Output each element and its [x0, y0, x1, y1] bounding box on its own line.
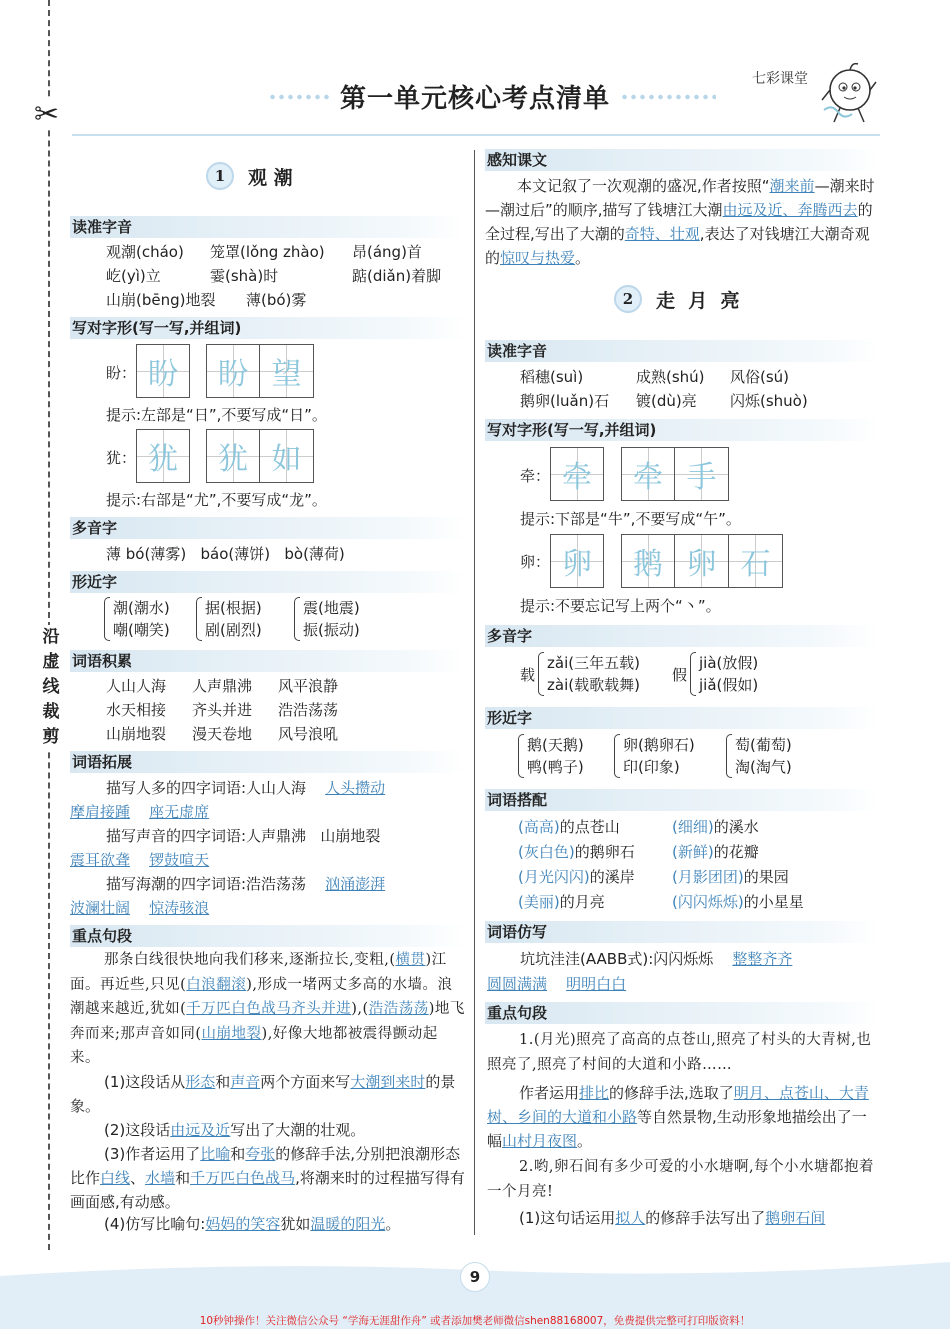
- lesson2-title: [614, 285, 739, 313]
- lesson1-name: 观 潮: [248, 166, 293, 189]
- char-box[interactable]: 如: [260, 429, 314, 483]
- poly-group-1: [538, 652, 640, 696]
- passage-answer: 横贯: [395, 952, 426, 968]
- q-answer: 排比: [579, 1084, 610, 1102]
- l1-poly-text: 薄 bó(薄雾) báo(薄饼) bò(薄荷): [106, 545, 345, 563]
- match-answer: (细细): [672, 818, 714, 836]
- perc-text: —潮来时—潮过后”的顺序,描写了钱塘江大潮: [485, 177, 875, 219]
- match-answer: (高高): [518, 818, 560, 836]
- sim-item: 嘲(嘲笑): [113, 621, 170, 639]
- sim-item: 鸭(鸭子): [527, 758, 584, 776]
- ext-text: 描写人多的四字词语:人山人海: [106, 779, 307, 797]
- char-box[interactable]: 望: [260, 344, 314, 398]
- q-text: 。: [577, 1132, 593, 1150]
- l2-sim-group-1: [518, 734, 584, 778]
- vocab-word: 浩浩荡荡: [278, 701, 339, 719]
- l2-imit-heading: 词语仿写: [485, 921, 880, 943]
- l2-pron: 镀(dù)亮: [636, 392, 697, 410]
- passage-text: (: [389, 952, 396, 968]
- l1-pron-6: 踮(diǎn)着脚: [352, 267, 442, 285]
- l2-write1-grid: [550, 447, 604, 501]
- l1-key-passage: [70, 948, 466, 1071]
- ext-answer: 惊涛骇浪: [149, 899, 210, 917]
- match-answer: (美丽): [518, 893, 560, 911]
- match-answer: (月光闪闪): [518, 868, 590, 886]
- perc-answer: 惊叹与热爱: [500, 249, 576, 267]
- lesson1-number: 1: [206, 162, 234, 190]
- vocab-word: 风号浪吼: [278, 725, 339, 743]
- q-text: 。: [385, 1215, 401, 1233]
- vocab-word: 人山人海: [106, 677, 167, 695]
- l1-write1-tip: 提示:左部是“日”,不要写成“日”。: [106, 406, 327, 424]
- l2-write2-tip: 提示:不要忘记写上两个“丶”。: [520, 597, 721, 615]
- match-answer: (闪闪烁烁): [672, 893, 744, 911]
- l2-write2-word: [621, 534, 783, 588]
- match-text: 的点苍山: [559, 818, 620, 836]
- title-dots-left: [268, 94, 330, 100]
- char-box[interactable]: 鹅: [621, 534, 675, 588]
- lesson2-name: 走 月 亮: [656, 289, 740, 312]
- l2-write1-label: 牵：: [520, 467, 551, 485]
- sim-item: 据(根据): [205, 599, 262, 617]
- ext-answer: 汹涌澎湃: [325, 875, 386, 893]
- l2-key-heading: 重点句段: [485, 1002, 880, 1024]
- imit-line-2: [487, 973, 626, 995]
- q-text: 和: [230, 1145, 246, 1163]
- q-text: 、: [130, 1169, 146, 1187]
- passage-text: ),(: [351, 1001, 369, 1017]
- match-text: 的小星星: [743, 893, 804, 911]
- char-box[interactable]: 手: [675, 447, 729, 501]
- char-box[interactable]: 犹: [136, 429, 190, 483]
- mascot-icon: [818, 60, 880, 132]
- match-row: [518, 866, 635, 888]
- l2-pron: 稻穗(suì): [520, 368, 584, 386]
- l1-pron-3: 昂(áng)首: [352, 243, 422, 261]
- ext-line-2: [70, 801, 209, 823]
- sim-item: 振(振动): [303, 621, 360, 639]
- q-answer: 声音: [230, 1073, 261, 1091]
- match-text: 的月亮: [559, 893, 605, 911]
- l1-vocab-heading: 词语积累: [70, 650, 465, 672]
- l1-pron-7: 山崩(bēng)地裂: [106, 291, 216, 309]
- ext-answer: 波澜壮阔: [70, 899, 131, 917]
- footer-notice: 10秒钟操作！关注微信公众号 “学海无涯甜作舟” 或者添加樊老师微信shen88168007，免费提供完整可打印版资料！: [199, 1315, 751, 1327]
- match-row: [518, 841, 635, 863]
- match-text: 的溪岸: [589, 868, 635, 886]
- q-answer: 大潮到来时: [350, 1073, 426, 1091]
- perc-answer: 由远及近、奔腾西去: [722, 201, 858, 219]
- match-row: [518, 816, 620, 838]
- l1-ext-heading: 词语拓展: [70, 751, 465, 773]
- match-row: [518, 891, 605, 913]
- l1-sim-group-1: [104, 597, 170, 641]
- sim-item: 萄(葡萄): [735, 736, 792, 754]
- q-text: (3)作者运用了: [104, 1145, 201, 1163]
- match-answer: (新鲜): [672, 843, 714, 861]
- l2-poly-heading: 多音字: [485, 625, 880, 647]
- l1-question-3: [70, 1142, 466, 1214]
- lesson2-number: 2: [614, 285, 642, 313]
- q-answer: 温暖的阳光: [310, 1215, 386, 1233]
- l2-key-1-analysis: [487, 1081, 881, 1153]
- imit-answer: 整整齐齐: [732, 950, 793, 968]
- lesson1-title: [206, 162, 293, 190]
- char-box[interactable]: 石: [729, 534, 783, 588]
- vocab-word: 漫天卷地: [192, 725, 253, 743]
- l1-pron-5: 霎(shà)时: [210, 267, 279, 285]
- l2-sim-heading: 形近字: [485, 707, 880, 729]
- match-row: [672, 816, 759, 838]
- l1-write-heading: 写对字形(写一写,并组词): [70, 317, 465, 339]
- q-text: (2)这段话: [104, 1121, 171, 1139]
- l2-pron: 成熟(shú): [636, 368, 705, 386]
- char-box[interactable]: 卵: [550, 534, 604, 588]
- sim-item: 印(印象): [623, 758, 680, 776]
- poly-item: zǎi(三年五载): [547, 654, 640, 672]
- q-answer: 白线: [100, 1169, 131, 1187]
- l1-poly-heading: 多音字: [70, 517, 465, 539]
- header-rule: [72, 134, 880, 136]
- r1-perc-heading: 感知课文: [485, 149, 880, 171]
- column-divider: [474, 150, 475, 1235]
- passage-answer: 白浪翻滚: [186, 976, 247, 993]
- q-answer: 鹅卵石间: [765, 1209, 826, 1227]
- poly-item: jià(放假): [699, 654, 759, 672]
- ext-answer: 锣鼓喧天: [149, 851, 210, 869]
- title-dots-right: [620, 94, 716, 100]
- q-text: (1)这段话从: [104, 1073, 186, 1091]
- l2-write2-grid: [550, 534, 604, 588]
- r1-perc-text: [485, 174, 881, 270]
- ext-line-5: [106, 873, 385, 895]
- l1-pron-8: 薄(bó)雾: [246, 291, 307, 309]
- l2-write-heading: 写对字形(写一写,并组词): [485, 419, 880, 441]
- q-text: ,将潮来时的过程描写得有画面感,有动感。: [70, 1169, 465, 1211]
- l1-write1-grid: [136, 344, 190, 398]
- sim-item: 剧(剧烈): [205, 621, 262, 639]
- l2-pron: 闪烁(shuò): [730, 392, 808, 410]
- char-box[interactable]: 牵: [621, 447, 675, 501]
- cut-instruction: 沿虚线裁剪: [40, 625, 62, 750]
- perc-text: 本文记叙了一次观潮的盛况,作者按照“: [517, 177, 770, 195]
- l2-write2-label: 卵：: [520, 553, 551, 571]
- sim-item: 震(地震): [303, 599, 360, 617]
- q-answer: 由远及近: [170, 1121, 231, 1139]
- ext-answer: 座无虚席: [149, 803, 210, 821]
- match-row: [672, 891, 804, 913]
- passage-answer: 山崩地裂: [201, 1025, 262, 1042]
- page-number: 9: [460, 1262, 490, 1292]
- q-text: (4)仿写比喻句:: [104, 1215, 206, 1233]
- char-box[interactable]: 卵: [675, 534, 729, 588]
- imit-answer: 圆圆满满: [487, 975, 548, 993]
- q-answer: 妈妈的笑容: [205, 1215, 281, 1233]
- perc-text: 的全过程,写出了大潮的: [485, 201, 873, 243]
- l1-write2-label: 犹：: [106, 449, 137, 467]
- l1-question-4: [70, 1212, 466, 1236]
- match-row: [672, 841, 759, 863]
- q-text: 的修辞手法,选取了: [609, 1084, 734, 1102]
- l1-question-1: [70, 1070, 466, 1118]
- passage-text: 那条白线很快地向我们移来,逐渐拉长,变粗,: [104, 952, 390, 968]
- l2-sim-group-2: [614, 734, 695, 778]
- ext-line-3: 描写声音的四字词语:人声鼎沸 山崩地裂: [106, 827, 381, 845]
- q-answer: 水墙: [145, 1169, 176, 1187]
- l1-write1-label: 盼：: [106, 364, 137, 382]
- l2-write1-tip: 提示:下部是“牛”,不要写成“午”。: [520, 510, 741, 528]
- q-text: 的修辞手法写出了: [645, 1209, 766, 1227]
- l1-sim-group-3: [294, 597, 360, 641]
- imit-line-1: [520, 948, 792, 970]
- poly-group-2: [690, 652, 758, 696]
- l2-match-heading: 词语搭配: [485, 789, 880, 811]
- l1-sim-heading: 形近字: [70, 571, 465, 593]
- q-answer: 山村月夜图: [502, 1132, 578, 1150]
- q-text: 写出了大潮的壮观。: [230, 1121, 366, 1139]
- sim-item: 卵(鹅卵石): [623, 736, 695, 754]
- q-answer: 形态: [185, 1073, 216, 1091]
- l2-key-2-question: [487, 1206, 881, 1230]
- q-text: 等自然景物,生动形象地描绘出了一幅: [487, 1108, 867, 1150]
- match-text: 的果园: [743, 868, 789, 886]
- l2-sim-group-3: [726, 734, 792, 778]
- perc-text: ,表达了对钱塘江大潮奇观的: [485, 225, 870, 267]
- l2-pron: 鹅卵(luǎn)石: [520, 392, 610, 410]
- l1-pron-2: 笼罩(lǒng zhào): [210, 243, 325, 261]
- sim-item: 鹅(天鹅): [527, 736, 584, 754]
- q-text: 两个方面来写: [260, 1073, 351, 1091]
- l1-write2-word: [206, 429, 314, 483]
- l1-sim-group-2: [196, 597, 262, 641]
- l2-pron: 风俗(sú): [730, 368, 790, 386]
- sim-item: 淘(淘气): [735, 758, 792, 776]
- ext-answer: 人头攒动: [325, 779, 386, 797]
- scissors-icon: ✂: [34, 97, 60, 132]
- q-text: 和: [215, 1073, 231, 1091]
- ext-line-4: [70, 849, 209, 871]
- ext-answer: 震耳欲聋: [70, 851, 131, 869]
- ext-answer: 摩肩接踵: [70, 803, 131, 821]
- match-answer: (月影团团): [672, 868, 744, 886]
- ext-text: 描写海潮的四字词语:浩浩荡荡: [106, 875, 307, 893]
- l1-write1-word: [206, 344, 314, 398]
- match-text: 的花瓣: [713, 843, 759, 861]
- poly-item: jiǎ(假如): [699, 676, 759, 694]
- char-box[interactable]: 盼: [206, 344, 260, 398]
- q-text: (1)这句话运用: [519, 1209, 616, 1227]
- perc-answer: 奇特、壮观: [624, 225, 700, 243]
- passage-answer: 千万匹白色战马齐头并进: [186, 1001, 352, 1017]
- l1-pron-1: 观潮(cháo): [106, 243, 184, 261]
- q-answer: 千万匹白色战马: [190, 1169, 296, 1187]
- char-box[interactable]: 牵: [550, 447, 604, 501]
- q-answer: 比喻: [200, 1145, 231, 1163]
- perc-text: 。: [575, 249, 591, 267]
- q-text: 作者运用: [519, 1084, 580, 1102]
- passage-text: )地飞奔而来;那声音如同(: [70, 1001, 465, 1042]
- imit-answer: 明明白白: [566, 975, 627, 993]
- l1-question-2: [70, 1118, 466, 1142]
- poly-item: zài(载歌载舞): [547, 676, 640, 694]
- char-box[interactable]: 犹: [206, 429, 260, 483]
- passage-text: ),好像大地都被震得颤动起来。: [70, 1025, 438, 1066]
- brand-label: 七彩课堂: [752, 71, 808, 87]
- l2-write1-word: [621, 447, 729, 501]
- q-text: 和: [175, 1169, 191, 1187]
- vocab-word: 风平浪静: [278, 677, 339, 695]
- vocab-word: 齐头并进: [192, 701, 253, 719]
- q-text: 犹如: [280, 1215, 311, 1233]
- q-text: 的景象。: [70, 1073, 456, 1115]
- q-text: 的修辞手法,分别把浪潮形态比作: [70, 1145, 461, 1187]
- imit-text: 坑坑洼洼(AABB式):闪闪烁烁: [520, 950, 714, 968]
- char-box[interactable]: 盼: [136, 344, 190, 398]
- passage-text: )江面。再近些,只见(: [70, 952, 447, 993]
- poly-char-zai: 载: [520, 666, 536, 684]
- match-row: [672, 866, 789, 888]
- l1-write2-grid: [136, 429, 190, 483]
- ext-line-6: [70, 897, 209, 919]
- l2-pron-heading: 读准字音: [485, 340, 880, 362]
- l2-key-2: 2.哟,卵石间有多少可爱的小水塘啊,每个小水塘都抱着一个月亮!: [487, 1159, 875, 1200]
- l1-write2-tip: 提示:右部是“尤”,不要写成“龙”。: [106, 491, 327, 509]
- q-answer: 明月、点苍山、大青树、乡间的大道和小路: [487, 1084, 869, 1126]
- l1-key-heading: 重点句段: [70, 925, 465, 947]
- vocab-word: 山崩地裂: [106, 725, 167, 743]
- sim-item: 潮(潮水): [113, 599, 170, 617]
- l1-pron-heading: 读准字音: [70, 216, 465, 238]
- q-answer: 拟人: [615, 1209, 646, 1227]
- match-text: 的鹅卵石: [574, 843, 635, 861]
- l2-key-1: 1.(月光)照亮了高高的点苍山,照亮了村头的大青树,也照亮了,照亮了村间的大道和小路……: [487, 1032, 872, 1073]
- q-answer: 夸张: [245, 1145, 276, 1163]
- l1-pron-4: 屹(yì)立: [106, 267, 161, 285]
- match-text: 的溪水: [713, 818, 759, 836]
- vocab-word: 水天相接: [106, 701, 167, 719]
- page-title: 第一单元核心考点清单: [339, 84, 610, 114]
- match-answer: (灰白色): [518, 843, 575, 861]
- ext-line-1: [106, 777, 385, 799]
- poly-char-jia: 假: [672, 666, 688, 684]
- passage-text: ),形成一堵两丈多高的水墙。浪潮越来越近,犹如(: [70, 976, 453, 1017]
- passage-answer: 浩浩荡荡: [368, 1001, 429, 1017]
- vocab-word: 人声鼎沸: [192, 677, 253, 695]
- perc-answer: 潮来前: [769, 177, 815, 195]
